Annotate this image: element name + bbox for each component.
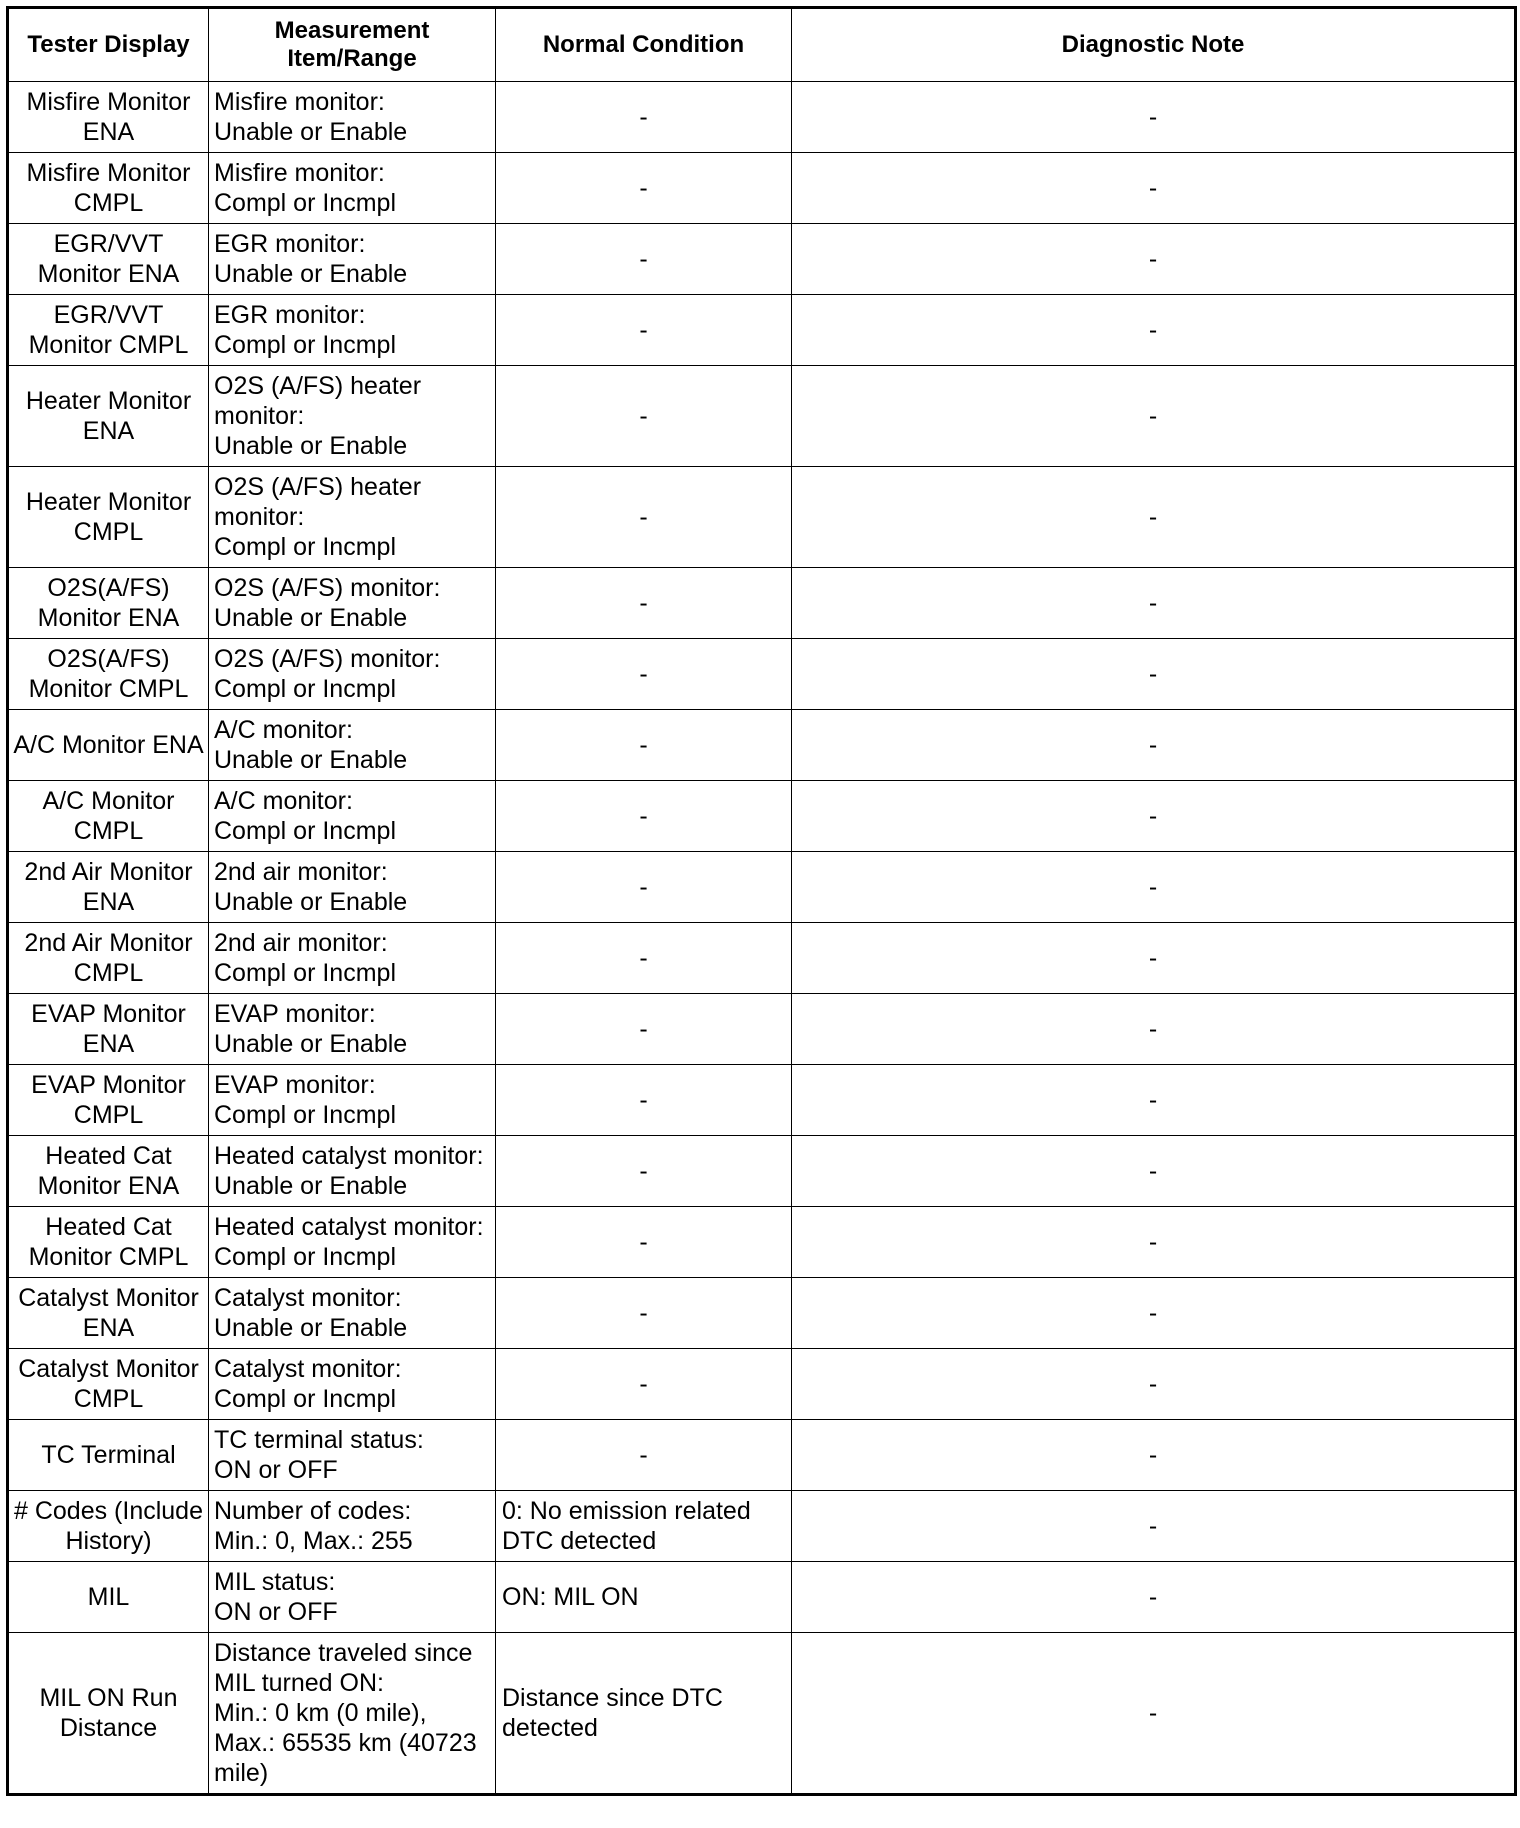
measurement-item-cell-line: Min.: 0, Max.: 255 <box>214 1527 413 1555</box>
tester-display-cell-line: Heated Cat <box>45 1142 172 1170</box>
measurement-item-cell <box>209 568 496 639</box>
measurement-item-cell-line: A/C monitor: <box>214 716 353 744</box>
diagnostic-note-cell: - <box>792 710 1516 781</box>
normal-condition-cell-line: - <box>639 873 648 901</box>
tester-display-cell-line: CMPL <box>73 518 144 546</box>
normal-condition-cell <box>496 153 792 224</box>
measurement-item-cell <box>209 1633 496 1795</box>
diagnostic-note-cell: - <box>792 467 1516 568</box>
normal-condition-cell <box>496 295 792 366</box>
diagnostic-note-cell: - <box>792 295 1516 366</box>
measurement-item-cell-line: Compl or Incmpl <box>214 1101 396 1129</box>
tester-display-cell <box>8 923 209 994</box>
diagnostic-note-cell: - <box>792 224 1516 295</box>
normal-condition-cell-line: - <box>639 1228 648 1256</box>
tester-display-cell <box>8 1136 209 1207</box>
tester-display-cell <box>8 1633 209 1795</box>
diagnostic-note-cell: - <box>792 639 1516 710</box>
data-list-table-container <box>6 6 1514 1796</box>
diagnostic-note-cell: - <box>792 852 1516 923</box>
measurement-item-cell <box>209 1349 496 1420</box>
tester-display-cell <box>8 467 209 568</box>
tester-display-cell-line: EGR/VVT <box>53 230 164 258</box>
tester-display-cell <box>8 1207 209 1278</box>
measurement-item-cell-line: monitor: <box>214 503 305 531</box>
diagnostic-note-cell: - <box>792 1065 1516 1136</box>
table-row <box>8 639 1516 710</box>
tester-display-cell-line: MIL ON Run <box>39 1684 178 1712</box>
normal-condition-cell-line: - <box>639 402 648 430</box>
normal-condition-cell-line: - <box>639 245 648 273</box>
measurement-item-cell-line: Unable or Enable <box>214 260 408 288</box>
measurement-item-cell-line: O2S (A/FS) heater <box>214 372 422 400</box>
tester-display-cell-line: CMPL <box>73 1385 144 1413</box>
normal-condition-cell-line: DTC detected <box>502 1527 657 1555</box>
diagnostic-note-cell: - <box>792 994 1516 1065</box>
measurement-item-cell <box>209 994 496 1065</box>
tester-display-cell-line: ENA <box>82 417 135 445</box>
data-list-table <box>6 6 1517 1796</box>
measurement-item-cell-line: Unable or Enable <box>214 888 408 916</box>
tester-display-cell-line: Monitor CMPL <box>28 675 189 703</box>
diagnostic-note-cell: - <box>792 1420 1516 1491</box>
table-row <box>8 781 1516 852</box>
tester-display-cell <box>8 1562 209 1633</box>
normal-condition-cell <box>496 1136 792 1207</box>
diagnostic-note-cell: - <box>792 82 1516 153</box>
normal-condition-cell <box>496 1065 792 1136</box>
tester-display-cell-line: Heated Cat <box>45 1213 172 1241</box>
measurement-item-cell <box>209 639 496 710</box>
measurement-item-cell-line: Unable or Enable <box>214 746 408 774</box>
measurement-item-cell <box>209 295 496 366</box>
tester-display-cell-line: MIL <box>87 1583 130 1611</box>
measurement-item-cell <box>209 467 496 568</box>
measurement-item-cell <box>209 852 496 923</box>
tester-display-cell-line: A/C Monitor ENA <box>13 731 204 759</box>
header-diagnostic-note: Diagnostic Note <box>792 8 1516 82</box>
tester-display-cell-line: CMPL <box>73 1101 144 1129</box>
measurement-item-cell-line: 2nd air monitor: <box>214 929 388 957</box>
measurement-item-cell-line: TC terminal status: <box>214 1426 424 1454</box>
tester-display-cell-line: ENA <box>82 888 135 916</box>
table-row <box>8 994 1516 1065</box>
measurement-item-cell-line: Misfire monitor: <box>214 88 385 116</box>
header-measurement-item-range <box>209 8 496 82</box>
measurement-item-cell-line: A/C monitor: <box>214 787 353 815</box>
measurement-item-cell-line: MIL turned ON: <box>214 1669 384 1697</box>
tester-display-cell-line: A/C Monitor <box>42 787 175 815</box>
tester-display-cell <box>8 1278 209 1349</box>
tester-display-cell-line: Monitor ENA <box>37 604 180 632</box>
table-row <box>8 1562 1516 1633</box>
measurement-item-cell-line: ON or OFF <box>214 1456 338 1484</box>
header-tester-display: Tester Display <box>8 8 209 82</box>
table-row <box>8 923 1516 994</box>
tester-display-cell <box>8 852 209 923</box>
measurement-item-cell <box>209 781 496 852</box>
table-row <box>8 1491 1516 1562</box>
diagnostic-note-cell: - <box>792 1278 1516 1349</box>
measurement-item-cell <box>209 1207 496 1278</box>
table-row <box>8 295 1516 366</box>
measurement-item-cell-line: 2nd air monitor: <box>214 858 388 886</box>
measurement-item-cell-line: Distance traveled since <box>214 1639 473 1667</box>
diagnostic-note-cell: - <box>792 781 1516 852</box>
normal-condition-cell <box>496 781 792 852</box>
table-row <box>8 1633 1516 1795</box>
normal-condition-cell <box>496 1562 792 1633</box>
normal-condition-cell <box>496 852 792 923</box>
normal-condition-cell <box>496 1207 792 1278</box>
table-header-row <box>8 8 1516 82</box>
measurement-item-cell-line: O2S (A/FS) monitor: <box>214 574 441 602</box>
tester-display-cell <box>8 568 209 639</box>
diagnostic-note-cell: - <box>792 1562 1516 1633</box>
table-row <box>8 1278 1516 1349</box>
table-body <box>8 82 1516 1795</box>
measurement-item-cell-line: EGR monitor: <box>214 301 366 329</box>
tester-display-cell <box>8 153 209 224</box>
diagnostic-note-cell: - <box>792 1491 1516 1562</box>
tester-display-cell-line: ENA <box>82 1314 135 1342</box>
table-row <box>8 852 1516 923</box>
tester-display-cell-line: CMPL <box>73 817 144 845</box>
diagnostic-note-cell: - <box>792 366 1516 467</box>
tester-display-cell <box>8 1349 209 1420</box>
measurement-item-cell-line: Catalyst monitor: <box>214 1355 402 1383</box>
measurement-item-cell-line: Compl or Incmpl <box>214 817 396 845</box>
measurement-item-cell-line: mile) <box>214 1759 269 1787</box>
normal-condition-cell-line: - <box>639 1086 648 1114</box>
tester-display-cell-line: 2nd Air Monitor <box>24 929 193 957</box>
tester-display-cell-line: Heater Monitor <box>25 488 192 516</box>
tester-display-cell <box>8 1065 209 1136</box>
normal-condition-cell-line: - <box>639 802 648 830</box>
diagnostic-note-cell: - <box>792 1633 1516 1795</box>
tester-display-cell-line: # Codes (Include <box>13 1497 203 1525</box>
tester-display-cell-line: 2nd Air Monitor <box>24 858 193 886</box>
tester-display-cell-line: Catalyst Monitor <box>18 1355 199 1383</box>
measurement-item-cell-line: EVAP monitor: <box>214 1000 376 1028</box>
measurement-item-cell-line: Catalyst monitor: <box>214 1284 402 1312</box>
normal-condition-cell <box>496 1349 792 1420</box>
tester-display-cell <box>8 366 209 467</box>
diagnostic-note-cell: - <box>792 923 1516 994</box>
tester-display-cell-line: TC Terminal <box>41 1441 176 1469</box>
normal-condition-cell-line: - <box>639 503 648 531</box>
header-normal-condition: Normal Condition <box>496 8 792 82</box>
normal-condition-cell <box>496 82 792 153</box>
normal-condition-cell <box>496 639 792 710</box>
measurement-item-cell-line: Heated catalyst monitor: <box>214 1213 484 1241</box>
table-row <box>8 1349 1516 1420</box>
measurement-item-cell <box>209 1136 496 1207</box>
tester-display-cell-line: EVAP Monitor <box>31 1000 186 1028</box>
measurement-item-cell-line: EGR monitor: <box>214 230 366 258</box>
table-row <box>8 1420 1516 1491</box>
measurement-item-cell <box>209 1278 496 1349</box>
normal-condition-cell <box>496 366 792 467</box>
tester-display-cell-line: Misfire Monitor <box>26 88 191 116</box>
diagnostic-note-cell: - <box>792 1207 1516 1278</box>
measurement-item-cell-line: EVAP monitor: <box>214 1071 376 1099</box>
tester-display-cell <box>8 994 209 1065</box>
tester-display-cell-line: ENA <box>82 118 135 146</box>
normal-condition-cell-line: - <box>639 174 648 202</box>
tester-display-cell-line: CMPL <box>73 959 144 987</box>
normal-condition-cell <box>496 1633 792 1795</box>
normal-condition-cell-line: - <box>639 1299 648 1327</box>
table-row <box>8 82 1516 153</box>
normal-condition-cell-line: - <box>639 731 648 759</box>
normal-condition-cell <box>496 1278 792 1349</box>
tester-display-cell-line: Heater Monitor <box>25 387 192 415</box>
measurement-item-cell-line: Compl or Incmpl <box>214 959 396 987</box>
normal-condition-cell <box>496 224 792 295</box>
tester-display-cell-line: Monitor ENA <box>37 260 180 288</box>
normal-condition-cell-line: - <box>639 589 648 617</box>
measurement-item-cell-line: Unable or Enable <box>214 1314 408 1342</box>
normal-condition-cell <box>496 994 792 1065</box>
table-row <box>8 710 1516 781</box>
measurement-item-cell-line: O2S (A/FS) monitor: <box>214 645 441 673</box>
measurement-item-cell-line: Unable or Enable <box>214 118 408 146</box>
normal-condition-cell <box>496 568 792 639</box>
normal-condition-cell-line: - <box>639 316 648 344</box>
measurement-item-cell <box>209 366 496 467</box>
table-row <box>8 1065 1516 1136</box>
tester-display-cell-line: History) <box>65 1527 152 1555</box>
normal-condition-cell <box>496 467 792 568</box>
measurement-item-cell-line: Min.: 0 km (0 mile), <box>214 1699 427 1727</box>
normal-condition-cell-line: - <box>639 1015 648 1043</box>
tester-display-cell-line: Distance <box>59 1714 158 1742</box>
normal-condition-cell <box>496 1420 792 1491</box>
normal-condition-cell-line: detected <box>502 1714 598 1742</box>
tester-display-cell <box>8 639 209 710</box>
measurement-item-cell-line: Number of codes: <box>214 1497 412 1525</box>
measurement-item-cell-line: Compl or Incmpl <box>214 533 396 561</box>
tester-display-cell-line: EGR/VVT <box>53 301 164 329</box>
diagnostic-note-cell: - <box>792 1349 1516 1420</box>
normal-condition-cell-line: - <box>639 103 648 131</box>
normal-condition-cell-line: - <box>639 1370 648 1398</box>
table-row <box>8 467 1516 568</box>
normal-condition-cell-line: ON: MIL ON <box>502 1583 639 1611</box>
measurement-item-cell-line: Max.: 65535 km (40723 <box>214 1729 477 1757</box>
tester-display-cell-line: EVAP Monitor <box>31 1071 186 1099</box>
table-row <box>8 1136 1516 1207</box>
measurement-item-cell-line: Heated catalyst monitor: <box>214 1142 484 1170</box>
measurement-item-cell-line: monitor: <box>214 402 305 430</box>
tester-display-cell-line: O2S(A/FS) <box>47 574 170 602</box>
tester-display-cell <box>8 1420 209 1491</box>
measurement-item-cell-line: Unable or Enable <box>214 604 408 632</box>
tester-display-cell-line: Monitor CMPL <box>28 1243 189 1271</box>
table-row <box>8 224 1516 295</box>
tester-display-cell <box>8 1491 209 1562</box>
measurement-item-cell-line: Misfire monitor: <box>214 159 385 187</box>
measurement-item-cell <box>209 710 496 781</box>
measurement-item-cell <box>209 224 496 295</box>
measurement-item-cell <box>209 82 496 153</box>
tester-display-cell-line: ENA <box>82 1030 135 1058</box>
normal-condition-cell-line: - <box>639 1157 648 1185</box>
measurement-item-cell-line: O2S (A/FS) heater <box>214 473 422 501</box>
tester-display-cell <box>8 295 209 366</box>
header-measurement-item-range-text: Measurement Item/Range <box>274 17 430 72</box>
measurement-item-cell-line: Compl or Incmpl <box>214 675 396 703</box>
diagnostic-note-cell: - <box>792 1136 1516 1207</box>
measurement-item-cell-line: Compl or Incmpl <box>214 1385 396 1413</box>
tester-display-cell <box>8 781 209 852</box>
measurement-item-cell <box>209 923 496 994</box>
tester-display-cell-line: O2S(A/FS) <box>47 645 170 673</box>
measurement-item-cell-line: Unable or Enable <box>214 432 408 460</box>
tester-display-cell <box>8 224 209 295</box>
measurement-item-cell <box>209 1065 496 1136</box>
measurement-item-cell <box>209 1420 496 1491</box>
measurement-item-cell-line: Compl or Incmpl <box>214 1243 396 1271</box>
tester-display-cell-line: Monitor CMPL <box>28 331 189 359</box>
tester-display-cell <box>8 710 209 781</box>
normal-condition-cell-line: 0: No emission related <box>502 1497 751 1525</box>
normal-condition-cell <box>496 923 792 994</box>
tester-display-cell-line: Monitor ENA <box>37 1172 180 1200</box>
tester-display-cell <box>8 82 209 153</box>
normal-condition-cell-line: - <box>639 660 648 688</box>
tester-display-cell-line: Misfire Monitor <box>26 159 191 187</box>
table-row <box>8 366 1516 467</box>
tester-display-cell-line: CMPL <box>73 189 144 217</box>
measurement-item-cell-line: ON or OFF <box>214 1598 338 1626</box>
measurement-item-cell-line: MIL status: <box>214 1568 336 1596</box>
normal-condition-cell-line: - <box>639 944 648 972</box>
normal-condition-cell <box>496 1491 792 1562</box>
diagnostic-note-cell: - <box>792 153 1516 224</box>
table-row <box>8 153 1516 224</box>
measurement-item-cell-line: Unable or Enable <box>214 1030 408 1058</box>
measurement-item-cell-line: Unable or Enable <box>214 1172 408 1200</box>
measurement-item-cell <box>209 1562 496 1633</box>
measurement-item-cell-line: Compl or Incmpl <box>214 189 396 217</box>
table-row <box>8 568 1516 639</box>
normal-condition-cell <box>496 710 792 781</box>
normal-condition-cell-line: - <box>639 1441 648 1469</box>
measurement-item-cell <box>209 1491 496 1562</box>
measurement-item-cell <box>209 153 496 224</box>
normal-condition-cell-line: Distance since DTC <box>502 1684 723 1712</box>
table-row <box>8 1207 1516 1278</box>
tester-display-cell-line: Catalyst Monitor <box>18 1284 199 1312</box>
diagnostic-note-cell: - <box>792 568 1516 639</box>
measurement-item-cell-line: Compl or Incmpl <box>214 331 396 359</box>
